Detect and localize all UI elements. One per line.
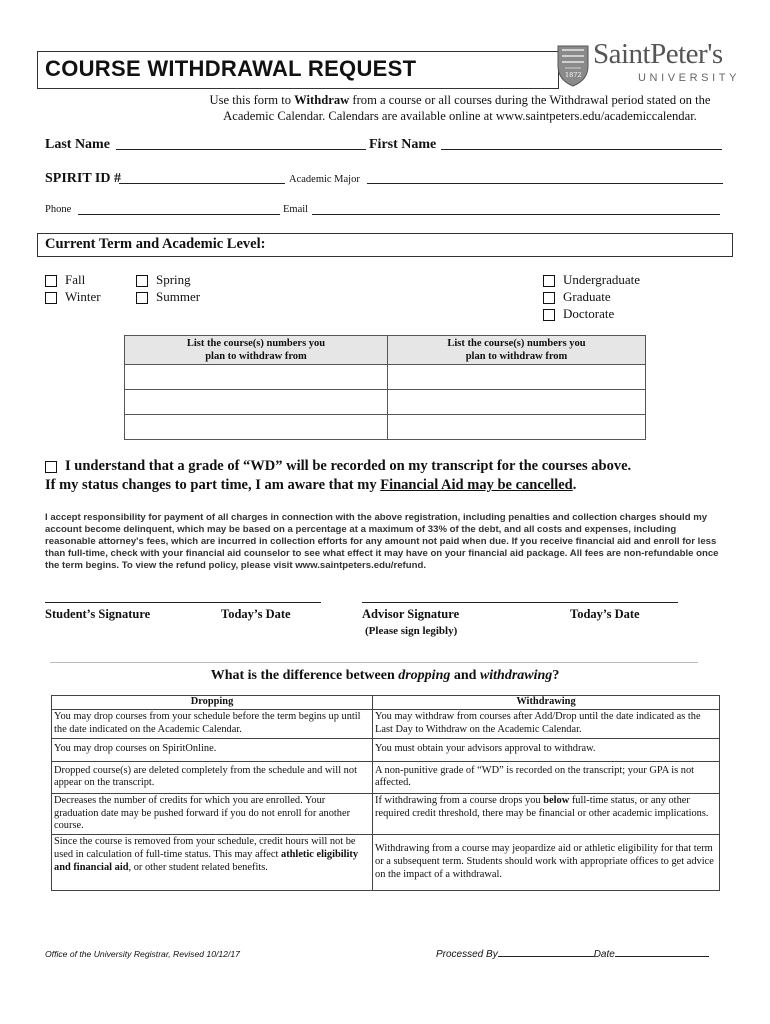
last-name-label: Last Name — [45, 137, 110, 152]
term-fall[interactable]: Fall — [45, 272, 85, 288]
difference-heading: What is the difference between dropping and withdrawing? — [210, 668, 560, 683]
winter-checkbox[interactable] — [45, 292, 57, 304]
last-name-field[interactable] — [116, 149, 366, 150]
email-label: Email — [283, 204, 309, 215]
level-undergraduate[interactable]: Undergraduate — [543, 272, 640, 288]
dropping-cell: Dropped course(s) are deleted completely from the schedule and will not appear on the transcript. — [52, 761, 373, 793]
logo-name: SaintPeter's — [593, 38, 723, 70]
term-summer[interactable]: Summer — [136, 289, 200, 305]
acknowledge-line1[interactable]: I understand that a grade of “WD” will be recorded on my transcript for the courses above. — [45, 458, 631, 475]
advisor-signature-line[interactable] — [362, 602, 678, 603]
student-date-label: Today’s Date — [221, 607, 291, 621]
disclaimer-text: I accept responsibility for payment of all charges in connection with the above registration, including penalties and collection charges should my account become delinquent, which may be based on a percentage at a maximum of 33% of the debt, and all costs and expenses, including reasonable attorney's fees, which are incurred in collection efforts for any amount not paid when due. If you receive financial aid and enroll for less than full-time, check with your financial aid counselor to see what effect it may have on your financial aid package. All fees are non-refundable once the term begins. To view the refund policy, please visit www.saintpeters.edu/refund. — [45, 512, 719, 571]
first-name-label: First Name — [369, 137, 437, 152]
phone-label: Phone — [45, 204, 72, 215]
graduate-checkbox[interactable] — [543, 292, 555, 304]
logo-year: 1872 — [565, 71, 582, 79]
logo-subtitle: UNIVERSITY — [638, 72, 741, 84]
processed-by-field[interactable] — [498, 946, 594, 957]
email-field[interactable] — [312, 214, 720, 215]
course-cell[interactable] — [125, 365, 388, 390]
university-logo — [556, 38, 741, 88]
level-graduate[interactable]: Graduate — [543, 289, 611, 305]
footer-processed: Processed By Date — [436, 946, 709, 960]
course-header-left: List the course(s) numbers you plan to withdraw from — [125, 336, 388, 365]
section-divider — [50, 662, 698, 663]
withdrawing-cell: Withdrawing from a course may jeopardize aid or athletic eligibility for that term or a subsequent term. Students should work with appropriate offices to get advice on the impact of a withdrawal. — [373, 835, 720, 891]
shield-icon — [556, 44, 590, 88]
table-row — [52, 761, 720, 793]
term-winter[interactable]: Winter — [45, 289, 101, 305]
student-signature-label: Student’s Signature — [45, 607, 151, 621]
sign-legibly-note: (Please sign legibly) — [365, 625, 458, 637]
course-cell[interactable] — [388, 390, 646, 415]
acknowledge-line2: If my status changes to part time, I am aware that my Financial Aid may be cancelled. — [45, 477, 577, 493]
course-table-header — [125, 336, 646, 365]
spring-checkbox[interactable] — [136, 275, 148, 287]
page-title: COURSE WITHDRAWAL REQUEST — [45, 56, 417, 81]
table-row — [125, 415, 646, 440]
withdrawing-header: Withdrawing — [373, 696, 720, 710]
dropping-cell: Since the course is removed from your schedule, credit hours will not be used in calculation of full-time status. This may affect athletic eligibility and financial aid, or other student related benefits. — [52, 835, 373, 891]
withdrawing-cell: If withdrawing from a course drops you below full-time status, or any other required credit threshold, there may be financial or other academic implications. — [373, 793, 720, 834]
phone-field[interactable] — [78, 214, 280, 215]
level-doctorate[interactable]: Doctorate — [543, 306, 614, 322]
fall-checkbox[interactable] — [45, 275, 57, 287]
summer-checkbox[interactable] — [136, 292, 148, 304]
processed-date-field[interactable] — [615, 946, 709, 957]
undergraduate-checkbox[interactable] — [543, 275, 555, 287]
withdrawing-cell: You must obtain your advisors approval to withdraw. — [373, 738, 720, 761]
course-table — [124, 335, 646, 440]
spirit-id-field[interactable] — [119, 183, 285, 184]
dropping-cell: You may drop courses on SpiritOnline. — [52, 738, 373, 761]
withdrawing-cell: A non-punitive grade of “WD” is recorded on the transcript; your GPA is not affected. — [373, 761, 720, 793]
course-header-right: List the course(s) numbers you plan to withdraw from — [388, 336, 646, 365]
table-row — [52, 793, 720, 834]
term-spring[interactable]: Spring — [136, 272, 191, 288]
course-cell[interactable] — [388, 365, 646, 390]
spirit-id-label: SPIRIT ID # — [45, 171, 121, 186]
doctorate-checkbox[interactable] — [543, 309, 555, 321]
advisor-date-label: Today’s Date — [570, 607, 640, 621]
dropping-cell: Decreases the number of credits for which you are enrolled. Your graduation date may be pushed forward if you do not enroll for another course. — [52, 793, 373, 834]
table-row — [52, 738, 720, 761]
advisor-signature-label: Advisor Signature — [362, 607, 460, 621]
student-signature-line[interactable] — [45, 602, 321, 603]
term-section-heading: Current Term and Academic Level: — [45, 236, 266, 252]
dropping-header: Dropping — [52, 696, 373, 710]
difference-table — [51, 695, 720, 891]
table-row — [52, 835, 720, 891]
course-cell[interactable] — [388, 415, 646, 440]
table-row — [52, 709, 720, 738]
academic-major-label: Academic Major — [289, 174, 360, 185]
first-name-field[interactable] — [441, 149, 722, 150]
table-row — [125, 365, 646, 390]
difference-header-row — [52, 696, 720, 710]
withdrawing-cell: You may withdraw from courses after Add/Drop until the date indicated as the Last Day to Withdraw on the Academic Calendar. — [373, 709, 720, 738]
footer-office: Office of the University Registrar, Revised 10/12/17 — [45, 949, 240, 959]
academic-major-field[interactable] — [367, 183, 723, 184]
course-cell[interactable] — [125, 415, 388, 440]
intro-text: Use this form to Withdraw from a course or all courses during the Withdrawal period stated on the Academic Calendar. Calendars are available online at www.saintpeters.edu/academiccalendar. — [209, 93, 711, 123]
acknowledge-checkbox[interactable] — [45, 461, 57, 473]
table-row — [125, 390, 646, 415]
dropping-cell: You may drop courses from your schedule before the term begins up until the date indicated on the Academic Calendar. — [52, 709, 373, 738]
course-cell[interactable] — [125, 390, 388, 415]
